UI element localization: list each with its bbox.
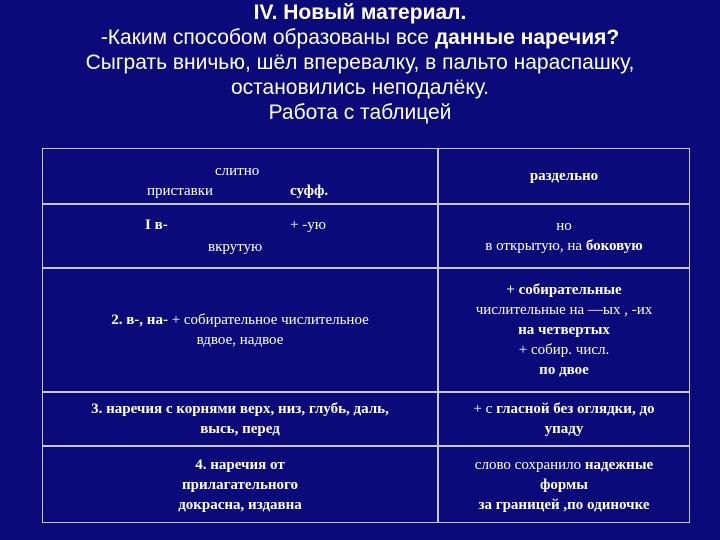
row1-right-cell: [438, 204, 690, 268]
row2-left-line2: вдвое, надвое: [196, 332, 284, 348]
row4-left-line3: докрасна, издавна: [178, 496, 302, 513]
row3-left-cell: [42, 392, 438, 446]
row3-right-line1-b: гласной без оглядки, до: [496, 401, 655, 417]
row3-left-line1: 3. наречия с корнями верх, низ, глубь, даль,: [91, 401, 389, 417]
head-pristavki: приставки: [147, 183, 214, 199]
row3-right-cell: [438, 392, 690, 446]
row2-right-cell: [438, 268, 690, 392]
row2-right-line3: на четвертых: [518, 322, 610, 338]
examples-line-1: Сыграть вничью, шёл вперевалку, в пальто нараспашку,: [85, 51, 635, 74]
row3-left-line2: высь, перед: [200, 421, 280, 437]
row3-right-line1-a: + с: [473, 401, 497, 417]
head-right-cell: [438, 148, 690, 204]
row4-right-line1: [475, 455, 653, 475]
row2-right-line1: + собирательные: [506, 282, 622, 298]
row2-right-line2: числительные на —ых , -их: [475, 302, 653, 318]
row2-left-rest: + собирательное числительное: [167, 312, 369, 328]
row4-left-line1: 4. наречия от: [195, 456, 285, 473]
examples-line-2: остановились неподалёку.: [230, 76, 490, 99]
row2-right-line5: по двое: [539, 362, 589, 378]
row4-right-line3: за границей ,по одиночке: [478, 496, 650, 513]
row2-left-bold: 2. в-, на-: [111, 312, 168, 328]
row1-prefix: I в-: [145, 217, 168, 233]
head-suff: суфф.: [290, 183, 329, 199]
slide-header: [0, 0, 720, 125]
row4-right-line2: формы: [540, 476, 588, 493]
row1-example: вкрутую: [208, 239, 263, 255]
row4-left-cell: [42, 446, 438, 523]
head-left-cell: [42, 148, 438, 204]
row2-right-line4: + собир. числ.: [518, 342, 610, 358]
row4-right-line1-a: слово сохранило: [474, 456, 585, 473]
row1-right-line2: [485, 236, 643, 256]
row4-left-line2: прилагательного: [182, 476, 298, 493]
row2-left-line1: [111, 310, 369, 330]
question-bold: данные наречия?: [434, 26, 620, 49]
row4-right-cell: [438, 446, 690, 523]
head-razdelno: раздельно: [529, 168, 599, 184]
head-slitno: слитно: [215, 163, 260, 179]
question-prefix: -Каким способом образованы все: [100, 26, 435, 49]
question-line: [0, 25, 720, 50]
row1-right-line2-b: боковую: [585, 238, 643, 254]
row1-right-line1: но: [556, 218, 572, 234]
task-line: Работа с таблицей: [268, 101, 452, 124]
row2-left-cell: [42, 268, 438, 392]
slide-title: IV. Новый материал.: [253, 1, 467, 24]
row1-right-line2-a: в открытую, на: [485, 238, 586, 254]
row3-right-line1: [473, 399, 654, 419]
row1-suffix: + -ую: [290, 217, 326, 233]
row1-left-cell: [42, 204, 438, 268]
adverbs-table: [42, 148, 690, 523]
row4-right-line1-b: надежные: [584, 456, 654, 473]
row3-right-line2: упаду: [544, 421, 584, 437]
